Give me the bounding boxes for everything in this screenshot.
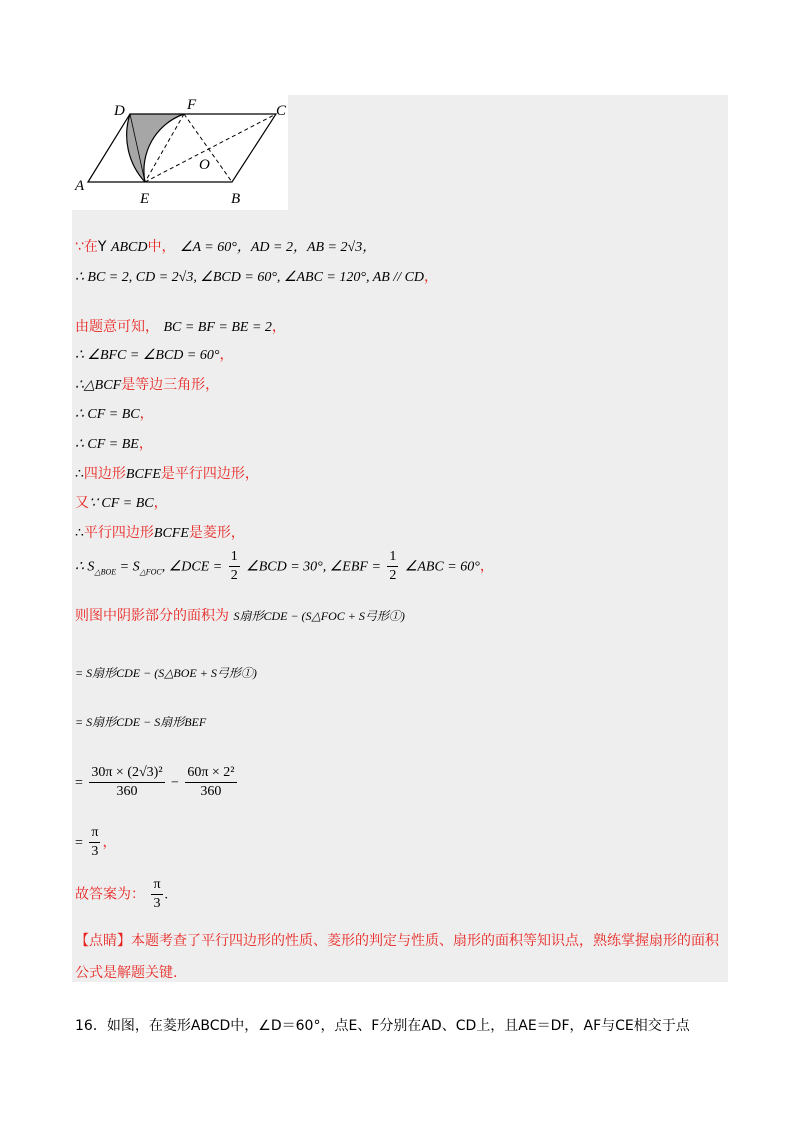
comment-line-1: 【点睛】本题考查了平行四边形的性质、菱形的判定与性质、扇形的面积等知识点，熟练掌握扇形的面积 [75,933,719,949]
label-o: O [199,157,210,173]
geometry-figure [72,95,288,210]
comment-line-2: 公式是解题关键. [75,965,178,981]
label-b: B [231,191,241,207]
parallelogram-diagram [72,95,288,210]
fraction-sector-cde: $\frac{\text{30π × (2√3)²}}{360}$ [91,765,163,799]
label-e: E [140,191,150,207]
line-6: ∴ CF = BC， [75,406,154,422]
line-17: 故答案为： $\frac{\pi}{3}$ . [75,877,169,911]
line-10: ∴平行四边形BCFE是菱形， [75,525,245,541]
line-12: 则图中阴影部分的面积为 S扇形CDE − (S△FOC + S弓形①) [75,608,405,624]
line-1: ∵在Y ABCD中， ∠A = 60°，AD = 2，AB = 2√3， [75,239,377,255]
label-f: F [187,97,197,113]
fraction-sector-bef: $\frac{\text{60π × 2²}}{360}$ [187,765,235,799]
fraction-pi-over-3: $\frac{\pi}{3}$ [91,825,99,859]
label-c: C [276,103,287,119]
shaded-region [127,114,184,182]
line-3: 由题意可知， BC = BF = BE = 2， [75,319,286,335]
line-14: = S扇形CDE − S扇形BEF [75,715,207,729]
fraction-half-2: $\frac{1}{2}$ [389,549,397,583]
line-7: ∴ CF = BE， [75,436,153,452]
line-11: ∴ $S_{\triangle BOE} = S_{\triangle FOC}$, ∠DCE = $\frac{1}{2}$ ∠BCD = 30°, ∠EBF = $\frac{1}{2}$ ∠ABC = 60°， [75,549,494,583]
label-d: D [114,103,125,119]
line-2: ∴ BC = 2, CD = 2√3, ∠BCD = 60°, ∠ABC = 120°, AB // CD， [75,269,439,285]
line-13: = S扇形CDE − (S△BOE + S弓形①) [75,666,257,680]
parallelogram-abcd [88,114,276,182]
line-9: 又∵ CF = BC， [75,495,168,511]
line-5: ∴△BCF是等边三角形， [75,377,220,393]
fraction-answer: $\frac{\pi}{3}$ [153,877,161,911]
problem-16-text: 16．如图，在菱形ABCD中，∠D＝60°，点E、F分别在AD、CD上，且AE＝DF，AF与CE相交于点 [75,1018,690,1034]
line-15: = $\frac{\text{30π × (2√3)²}}{360}$ − $\frac{\text{60π × 2²}}{360}$ [75,765,235,799]
label-a: A [75,178,85,194]
line-4: ∴ ∠BFC = ∠BCD = 60°， [75,347,234,363]
fraction-half-1: $\frac{1}{2}$ [230,549,238,583]
line-8: ∴四边形BCFE是平行四边形， [75,466,259,482]
line-16: = $\frac{\pi}{3}$ ， [75,825,117,859]
